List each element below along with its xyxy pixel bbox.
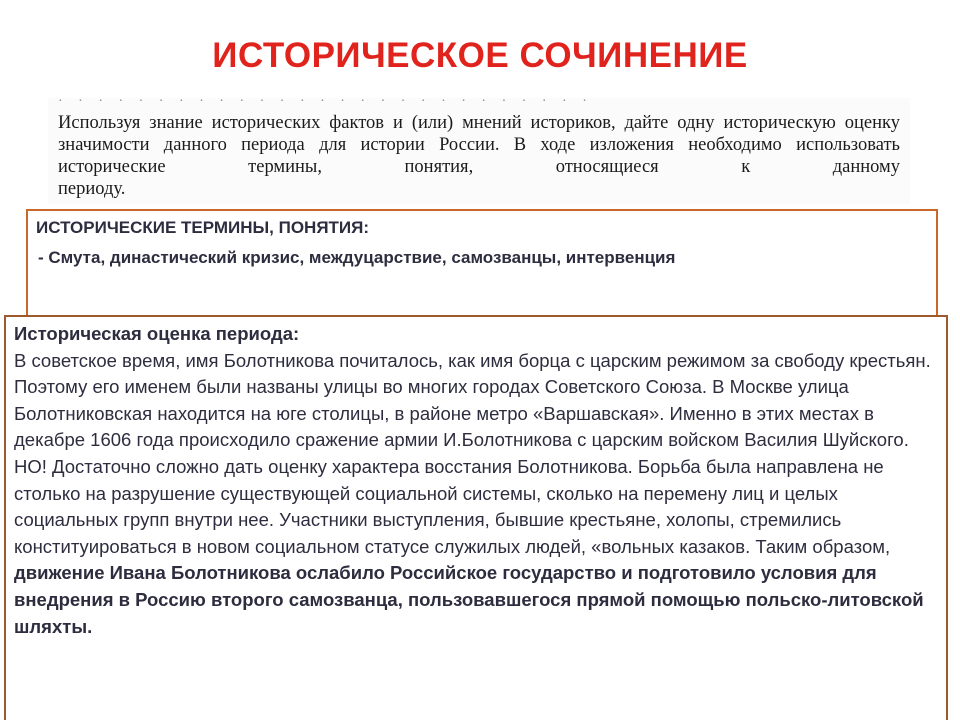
terms-list: - Смута, династический кризис, междуцарствие, самозванцы, интервенция [38, 248, 676, 267]
evaluation-body [14, 348, 938, 641]
evaluation-text: В советское время, имя Болотникова почиталось, как имя борца с царским режимом за свободу крестьян. Поэтому его именем были названы улицы во многих городах Советского Союза. В Москве улица Болотниковская находится на юге столицы, в районе метро «Варшавская». Именно в этих местах в декабре 1606 года происходило сражение армии И.Болотникова с царским войском Василия Шуйского. НО! Достаточно сложно дать оценку характера восстания Болотникова. Борьба была направлена не столько на разрушение существующей социальной системы, сколько на перемену лиц и целых социальных групп внутри нее. Участники выступления, бывшие крестьяне, холопы, стремились конституироваться в новом социальном статусе служилых людей, «вольных казаков. Таким образом, [14, 349, 931, 557]
task-text-main: Используя знание исторических фактов и (или) мнений историков, дайте одну историческую оценку значимости данного периода для истории России. В ходе изложения необходимо использовать исторические термины, понятия, относящиеся к данному [58, 113, 900, 177]
evaluation-conclusion: движение Ивана Болотникова ослабило Российское государство и подготовило условия для внедрения в Россию второго самозванца, пользовавшегося прямой помощью польско-литовской шляхты. [14, 562, 924, 637]
terms-box [26, 209, 938, 317]
task-scan-image [48, 98, 910, 204]
task-text-tail [58, 178, 900, 200]
cropped-text-line: · · · · · · · · · · · · · · · · · · · · · · · · · · · [58, 98, 593, 106]
evaluation-heading: Историческая оценка периода: [14, 323, 300, 344]
terms-heading: ИСТОРИЧЕСКИЕ ТЕРМИНЫ, ПОНЯТИЯ: [36, 218, 370, 237]
task-text [58, 112, 900, 178]
evaluation-box [4, 315, 948, 720]
task-text-end: периоду. [58, 179, 126, 199]
slide-title: ИСТОРИЧЕСКОЕ СОЧИНЕНИЕ [212, 36, 748, 75]
